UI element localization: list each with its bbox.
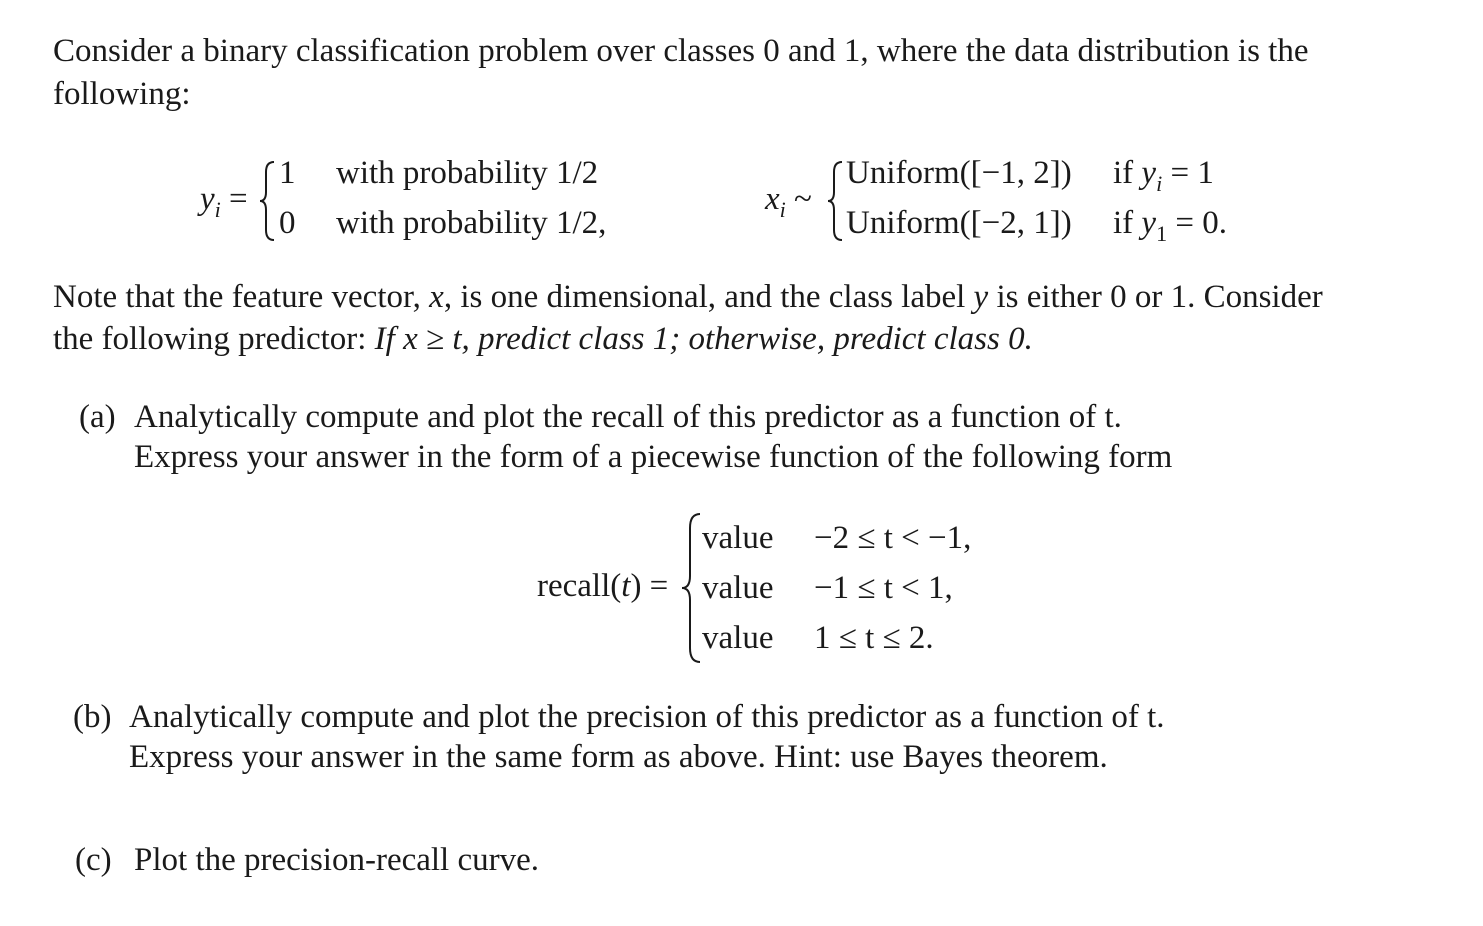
part-b-line-2: Express your answer in the same form as above. Hint: use Bayes theorem. bbox=[129, 739, 1108, 775]
x-dist-left-brace bbox=[826, 160, 846, 242]
x-dist-tilde: ~ bbox=[794, 181, 812, 217]
note-line-1 bbox=[53, 276, 1323, 318]
part-b-label: (b) bbox=[73, 699, 112, 735]
x-dist-lhs-sub: i bbox=[779, 197, 786, 222]
note-predictor-rule: If x ≥ t, predict class 1; otherwise, predict class 0. bbox=[374, 321, 1033, 357]
recall-row2-cond: −1 ≤ t < 1, bbox=[814, 570, 953, 606]
note-line-2 bbox=[53, 318, 1033, 360]
note-text-c: is either 0 or 1. Consider bbox=[988, 279, 1323, 315]
recall-lhs-name: recall( bbox=[537, 568, 622, 604]
y-dist-case1-cond: with probability 1/2 bbox=[336, 155, 599, 191]
part-b-line-1: Analytically compute and plot the precision of this predictor as a function of t. bbox=[129, 699, 1165, 735]
intro-line-1: Consider a binary classification problem over classes 0 and 1, where the data distribution is the bbox=[53, 33, 1309, 69]
note-var-y: y bbox=[973, 279, 989, 315]
y-dist-equals: = bbox=[229, 181, 248, 217]
x-dist-case1-sub: i bbox=[1156, 171, 1163, 196]
x-dist-case1-cond bbox=[1113, 152, 1214, 197]
y-dist-lhs-var: y bbox=[200, 181, 215, 217]
x-dist-case2-cond bbox=[1113, 202, 1227, 247]
y-dist-case1-value: 1 bbox=[279, 155, 296, 191]
x-dist-case1-var: y bbox=[1141, 155, 1157, 191]
note-var-x: x bbox=[429, 279, 444, 315]
part-a-line-2: Express your answer in the form of a piecewise function of the following form bbox=[134, 439, 1173, 475]
x-dist-case1-if: if bbox=[1113, 155, 1134, 191]
y-dist-case2-cond: with probability 1/2, bbox=[336, 205, 607, 241]
y-dist-left-brace bbox=[258, 160, 278, 242]
x-dist-case2-var: y bbox=[1141, 205, 1157, 241]
recall-left-brace bbox=[680, 512, 704, 664]
recall-row1-value: value bbox=[702, 520, 774, 556]
recall-row3-value: value bbox=[702, 620, 774, 656]
note-text-b: , is one dimensional, and the class label bbox=[443, 279, 974, 315]
y-dist-lhs bbox=[200, 178, 248, 223]
x-dist-case2-sub: 1 bbox=[1156, 221, 1168, 246]
intro-line-2: following: bbox=[53, 76, 191, 112]
part-a-label: (a) bbox=[79, 399, 116, 435]
recall-lhs-close: ) = bbox=[630, 568, 669, 604]
x-dist-case2-rest: = 0. bbox=[1175, 205, 1227, 241]
part-c-label: (c) bbox=[75, 842, 112, 878]
x-dist-case2-if: if bbox=[1113, 205, 1134, 241]
recall-row2-value: value bbox=[702, 570, 774, 606]
x-dist-case1-value: Uniform([−1, 2]) bbox=[846, 155, 1072, 191]
recall-row3-cond: 1 ≤ t ≤ 2. bbox=[814, 620, 934, 656]
recall-row1-cond: −2 ≤ t < −1, bbox=[814, 520, 972, 556]
part-c-line-1: Plot the precision-recall curve. bbox=[134, 842, 540, 878]
recall-lhs bbox=[537, 565, 668, 607]
y-dist-case2-value: 0 bbox=[279, 205, 296, 241]
recall-lhs-var: t bbox=[621, 568, 631, 604]
x-dist-lhs-var: x bbox=[765, 181, 780, 217]
x-dist-case2-value: Uniform([−2, 1]) bbox=[846, 205, 1072, 241]
part-a-line-1: Analytically compute and plot the recall of this predictor as a function of t. bbox=[134, 399, 1122, 435]
note-predictor-intro: the following predictor: bbox=[53, 321, 375, 357]
x-dist-lhs bbox=[765, 178, 812, 223]
x-dist-case1-rest: = 1 bbox=[1170, 155, 1214, 191]
note-text-a: Note that the feature vector, bbox=[53, 279, 430, 315]
y-dist-lhs-sub: i bbox=[214, 197, 221, 222]
